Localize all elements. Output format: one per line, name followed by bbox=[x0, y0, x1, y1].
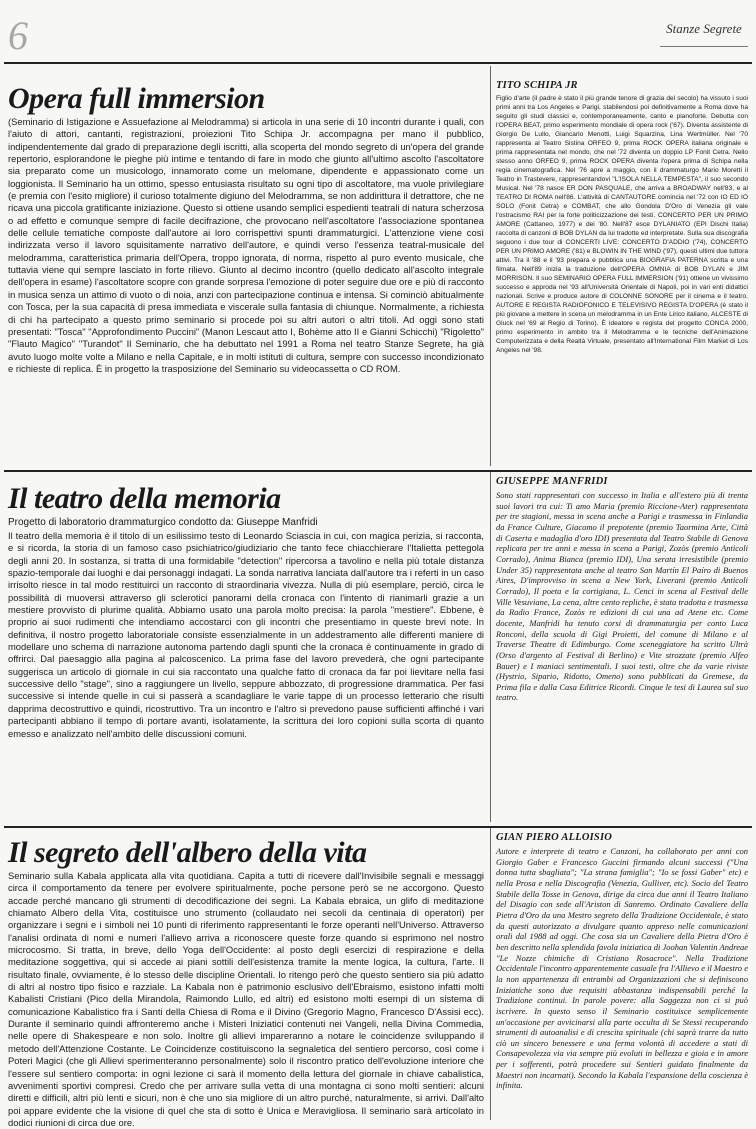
article-title: Il teatro della memoria bbox=[8, 482, 281, 515]
bio-gian-piero-alloisio bbox=[496, 832, 748, 1091]
column-divider bbox=[490, 472, 491, 822]
article-body: (Seminario di Istigazione e Assuefazione al Melodramma) si articola in una serie di 10 incontri durante i quali, con l'aiuto di attori, cantanti, registrazioni, proiezioni Tito Schipa Jr. accompagna per mano il pubblico, indipendentemente dal grado di preparazione degli iscritti, alla scoperta del mondo segreto di un'opera del grande repertorio, esplorandone le pieghe più intime e tentando di fare in modo che giunto all'ultimo ascolto l'ascoltatore sia preparato come un musicologo, innamorato come un melomane, dipendente e appassionato come un loggionista. Il Seminario ha un ottimo, spesso entusiasta risultato su ogni tipo di ascoltatore, ma vuole privilegiare (e premia con l'esito migliore) il curioso totalmente digiuno del Melodramma, se non addirittura il detrattore, che ne ricava una piccola gratificante iniziazione. Questo si ottiene usando semplici espedienti teatrali di natura scherzosa o ad effetto e comunque sempre di facile decifrazione, che provocano nell'ascoltatore l'associazione spontanea delle cellule tematiche composte dall'autore ai loro corrispettivi spunti drammaturgici. L'attenzione viene così indirizzata verso il lavoro squisitamente narrativo dell'autore, e quindi verso l'essenza teatral-musicale del melodramma, caratteristica primaria dell'Opera, troppo ignorata, di norma, rispetto al puro evento musicale, che tuttavia viene qui sempre lasciato in forte rilievo. Giunto al decimo incontro (quello dedicato all'ascolto integrale dell'opera in esame) l'ascoltatore scopre con grande sorpresa l'emozione di poter seguire due ore e più di racconto in musica senza un attimo di vuoto o di noia, anzi con partecipazione continua e intensa. Si cominciò abitualmente con Tosca, per la sua capacità di presa immediata e viscerale sulla fantasia di chiunque. Normalmente, a richiesta di chi ha partecipato a questo primo seminario si procede poi su altri autori o altri titoli. Ad oggi sono stati presentati: "Tosca" "Approfondimento Puccini" (Manon Lescaut atto I, Bohème atto II e Gianni Schicchi) "Rigoletto" "Flauto Magico" "Turandot" Il Seminario, che ha debuttato nel 1991 a Roma nel teatro Stanze Segrete, ha già avuto luogo molte volte a Milano e nella Capitale, e in molti istituti di cultura, sempre con successo incondizionato e richieste di replica. È in progetto la trasposizione del Seminario su videocassetta o CD ROM. bbox=[8, 116, 484, 374]
bio-body: Figlio d'arte (il padre è stato il più grande tenore di grazia del secolo) ha vissuto i suoi primi anni tra Los Angeles e Parigi, stabilendosi poi definitivamente a Roma dove ha seguito gli studi classici e, contemporaneamente, canto e pianoforte. Debutta con l'OPERA BEAT, primo esperimento mondiale di opera rock ('67). Diventa assistente di Giorgio De Lullo, Giancarlo Menotti, Luigi Squarzina, Lina Wertmüller. Nel '70 rappresenta al Teatro Sistina ORFEO 9, prima ROCK OPERA italiana originale e prima rappresentata nel mondo, che nel '72 diventa un doppio LP Fonit Cetra. Nello stesso anno ORFEO 9, prima ROCK OPERA diventa l'opera prima di Schipa nella regia cinematografica. Nel '76 apre a maggio, con il drammaturgo Mario Moretti il Teatro in Trastevere, rappresentandovi "L'ISOLA NELLA TEMPESTA", il suo secondo Musical. Nel '78 nasce ER DON PASQUALE, che arriva a BROADWAY nell'83, e al TEATRO DI ROMA nell'86. L'attività di CANTAUTORE comincia nel '72 con IO ED IO SOLO (Fonit Cetra) e COMBAT, che allo Gondola D'Oro di Venezia gli vale l'ostracismo RAI per la forte politicizzazione dei testi. CONCERTO PER UN PRIMO AMORE (Cattaneo, 1977) e dei '80. Nell'87 esce DYLANIATO (EPI Dischi Italia) raccolta di canzoni di BOB DYLAN da lui tradotte ed interpretate. Sulla sua discografia seguono i due tour di CONCERTI LIVE: CONCERTO D'ADDIO ('74), CONCERTO PER UN PRIMO AMORE ('81) e BLOWIN IN THE WIND ('97), questi ultimi due tuttora attivi. Tra il '88 e il '93 prepara e pubblica una BIOGRAFIA PATERNA scritta e una filmata. Nell'89 inizia la traduzione dell'OPERA OMNIA di BOB DYLAN e JIM MORRISON. Il suo SEMINARIO OPERA FULL IMMERSION ('91) ottiene un vivissimo successo e approda nel '93 all'Università Orientale di Napoli, poi in vari enti didattici nazionali. Scrive e produce autore di COLONNE SONORE per il cinema e il teatro. AUTORE E REGISTA RADIOFONICO E TELEVISIVO REGISTA D'OPERA (è stato il più giovane a mettere in scena un melodramma in un Ente Lirico italiano, ALCESTE di Gluck nel '69 al Regio di Torino). È ideatore e regista del progetto CONCA 2000, primo esperimento in ambito tra il Melodramma e le tecniche dell'Animazione Computerizzata e della Realtà Virtuale, presentato all'International Film Market di Los Angeles nel '98. bbox=[496, 95, 748, 354]
column-divider bbox=[490, 828, 491, 1120]
article-title: Opera full immersion bbox=[8, 82, 265, 115]
article-body: Il teatro della memoria è il titolo di un esilissimo testo di Leonardo Sciascia in cui, con magica perizia, si racconta, e si ricorda, la storia di un famoso caso psichiatrico/giudiziario che tanto fece chiacchierare l'Italietta pettegola degli anni 20. In sostanza, si tratta di una formidabile "detection" ripercorsa a tavolino e nella più totale distanza spazio-temporale dai luoghi e dai personaggi indagati. La sonda narrativa lanciata dall'autore tra i referti in un caso irrisolto riesce in tal modo restituirci un racconto di straordinaria vivezza. Nulla di più esemplare, perciò, circa le possibilità di muoversi attraverso gli sclerotici panorami della cronaca con l'intento di rianimarli grazie a un mestiere provvisto di plurime qualità. Abbiamo usato una parola molto precisa: la parola "mestiere". Ebbene, è proprio ai suoi rudimenti che intendiamo accostarci con gli incontri che presentiamo in queste brevi note. In definitiva, il nostro progetto laboratoriale consiste essenzialmente in un addestramento alle differenti maniere di modellare uno schema di narrazione autonoma partendo dagli spunti che la cronaca è continuamente in grado di offrirci. Dal paesaggio alla pagina al palcoscenico. La prima fase del lavoro prevederà, che ogni partecipante suggerisca un articolo di giornale in cui sia raccontato una qualche fatto di cronaca da far poi lievitare nella fasi successive dello "stage", sino a raggiungere un livello, seppure abbozzato, di progressione drammatica. Per fasi successive si intende quelle in cui si passerà a scandagliare le varie tappe di un processo letterario che risulti dapprima decostruttivo e quindi, ricostruttivo. Tra un incontro e l'altro si prevedono pause sufficienti affinché i vari partecipanti abbiano il tempo di portare avanti, isolatamente, la scrittura dei loro copioni sulla scorta di quanto emesso e analizzato nell'ambito delle discussioni comuni. bbox=[8, 530, 484, 739]
bio-body: Autore e interprete di teatro e Canzoni, ha collaborato per anni con Giorgio Gaber e Francesco Guccini firmando alcuni successi ("Una donna tutta sbagliata"; "La strana famiglia"; "Io se fossi Gaber" etc) e nella Prosa e nella Discografia (Venezia, Gulliver, etc). Socio del Teatro Stabile della Tosse in Genova, dirige da circa due anni il Teatro Italiano del Disagio con sede all'Ariston di Sanremo. Ordinato Cavaliere della Pietra d'Oro da una Mestro segreto della Tradizione Occidentale, è stato da questi autorizzato a divulgare quanto appreso nelle comunicazioni orali dal 1988 ad oggi. Che cosa sia un Cavaliere della Pietra d'Oro è ben descritto nella splendida favola iniziatica di Joohan Valentin Andreae "Le Nozze chimiche di Cristiano Rosacroce". Nella Tradizione Occidentale l'incontro apparentemente casuale fra l'Allievo e il Maestro e la non appartenenza di entrambi ad Organizzazioni che si definiscono Iniziatiche sono due requisiti abbastanza indispensabili perché la Tradizione continui. In parole povere: alla Saggezza non ci si può iscrivere. In questo senso il Seminario costituisce semplicemente un'occasione per avvicinarsi alla parte occulta di Se Stessi recuperando strumenti di autoanalisi e di crescita spirituale (chi saprà trarre da tutto ciò un sincero benessere e una ferma volontà di accedere a stati di Consapevolezza via via sempre più evoluti in bellezza e gioia e in amore per i sofferenti, potrà procedere sui Sentieri guidato finalmente da Maestri non incarnati). Secondo la Kabala l'espansione della coscienza è infinita. bbox=[496, 846, 748, 1091]
section-divider bbox=[4, 470, 752, 472]
bio-name: GIAN PIERO ALLOISIO bbox=[496, 832, 613, 843]
bio-name: TITO SCHIPA JR bbox=[496, 80, 578, 91]
article-title: Il segreto dell'albero della vita bbox=[8, 836, 367, 869]
article-segreto-albero-della-vita bbox=[8, 836, 484, 1129]
bio-body: Sono stati rappresentati con successo in Italia e all'estero più di trenta suoi lavori tra cui: Ti amo Maria (premio Riccione-Ater) rappresentata per tre stagioni, messa in scena anche a Parigi e trasmessa in Finlandia da France Culture, Giacomo il prepotente (premio Taormina Arte, Città di Caserta e madaglia d'oro IDI) presentata dal Teatro Stabile di Genova replicata per tre anni e messa in scena a Parigi, Zozòs (premio Anticoli Corrado), Anima Bianca (premio IDI), Una serata irresistibile (premio Under 35) rappresentata anche al teatro San Martín El Paíro di Buenos Aires, D'improvviso in scena a New York, Liverani (premio Anticoli Corrado), Il poeta e la cortigiana, L. Cenci in scena al Festival delle Ville Vesuviane, La cena, altre cento repliche, è stata tradotta e trasmessa da Radio France, Zozòs re edizioni di cui una ad Atene etc. Come docente, Manfridi ha tenuto corsi di drammaturgia per conto Luca Ronconi, della scuola di Gigi Proietti, del comune di Milano e al Traverse Theatre di Edimburgo. Come sceneggiatore ha scritto Ultrà (Orso d'argento al Festival di Berlino) e Vite strozzate (premio Alfeo Bauer) e I maniaci sentimentali. I suoi testi, oltre che da varie riviste (Hystrio, Sipario, Ridotto, Omeno) sono pubblicati da Gremese, da Prima fila e dalla Casa Editrice Ricordi. Cinque le tesi di Laurea sul suo teatro. bbox=[496, 490, 748, 703]
header-divider bbox=[4, 62, 752, 64]
article-opera-full-immersion bbox=[8, 82, 484, 375]
page-number: 6 bbox=[8, 13, 28, 58]
column-divider bbox=[490, 66, 491, 466]
bio-tito-schipa-jr bbox=[496, 80, 748, 355]
section-divider bbox=[4, 826, 752, 828]
article-teatro-della-memoria bbox=[8, 482, 484, 740]
article-subtitle: Progetto di laboratorio drammaturgico condotto da: Giuseppe Manfridi bbox=[8, 517, 318, 528]
bio-name: GIUSEPPE MANFRIDI bbox=[496, 476, 608, 487]
article-body: Seminario sulla Kabala applicata alla vita quotidiana. Capita a tutti di ricevere dall'Invisibile segnali e messaggi circa il comportamento da tenere per evolvere spiritualmente, poche persone però se ne accorgono. Questo accade perché mancano gli strumenti di decodificazione dei segni. La Kabala ebraica, un glifo di meditazione chiamato Albero della Vita, costituisce uno strumento (collaudato nei secoli da centinaia di operatori) per organizzare i segni e i simboli nei 10 punti di riferimento rappresentanti le forze operanti nell'Universo. Attraverso l'analisi ordinata di nomi e numeri l'allievo arriva a riconoscere queste forze quando si esprimono nel nostro microcosmo. Si tratta, in breve, dello Yoga dell'Occidente: al posto degli esercizi di respirazione e della meditazione soggettiva, qui si accede ai piani sottili dell'esistenza tramite la mente logica, la cultura, l'arte. Il risultato finale, ovviamente, è lo stesso delle discipline Orientali. Io ritengo però che questo sentiero sia più adatto di altri al nostro tipo fisico e razziale. La Kabala non è patrimonio esclusivo dell'Ebraismo, esistono infatti molti Kabalisti Cristiani (Pico della Mirandola, Raimondo Lullo, ed altri) ed esistono molti esempi di un sistema di comunicazione Kabalistico fra i Santi della Chiesa di Roma e il Divino (Gregorio Magno, Francesco D'Assisi ecc). Durante il seminario quindi affronteremo anche i Misteri Iniziatici contenuti nei Vangeli, nella Divina Commedia, nelle opere di Shakespeare e non solo. Inoltre gli allievi impareranno a notare le coincidenze sviluppando il metodo dell'Attenzione Costante. Le Coincidenze costituiscono la segnaletica del sentiero percorso, così come i Poteri Magici (che gli Allievi sperimenteranno personalmente) solo il riscontro pratico dell'evoluzione interiore che l'essere sul sentiero comporta: in ogni lezione ci sarà il momento della lettura del giornale in chiave cabalistica, avvenimenti sportivi compresi. Credo che per arrivare sulla vetta di una montagna ci sono molti sentieri: alcuni diretti e difficili, altri più lenti e sicuri, non è che uno sia migliore di un altro purché, naturalmente, si arrivi. Dall'alto poi appare evidente che la visione di quel che sta di sotto è Unica e Meravigliosa. Il seminario sarà articolato in dodici riunioni di circa due ore. bbox=[8, 870, 484, 1128]
magazine-logo: Stanze Segrete bbox=[660, 12, 748, 47]
bio-giuseppe-manfridi bbox=[496, 476, 748, 703]
